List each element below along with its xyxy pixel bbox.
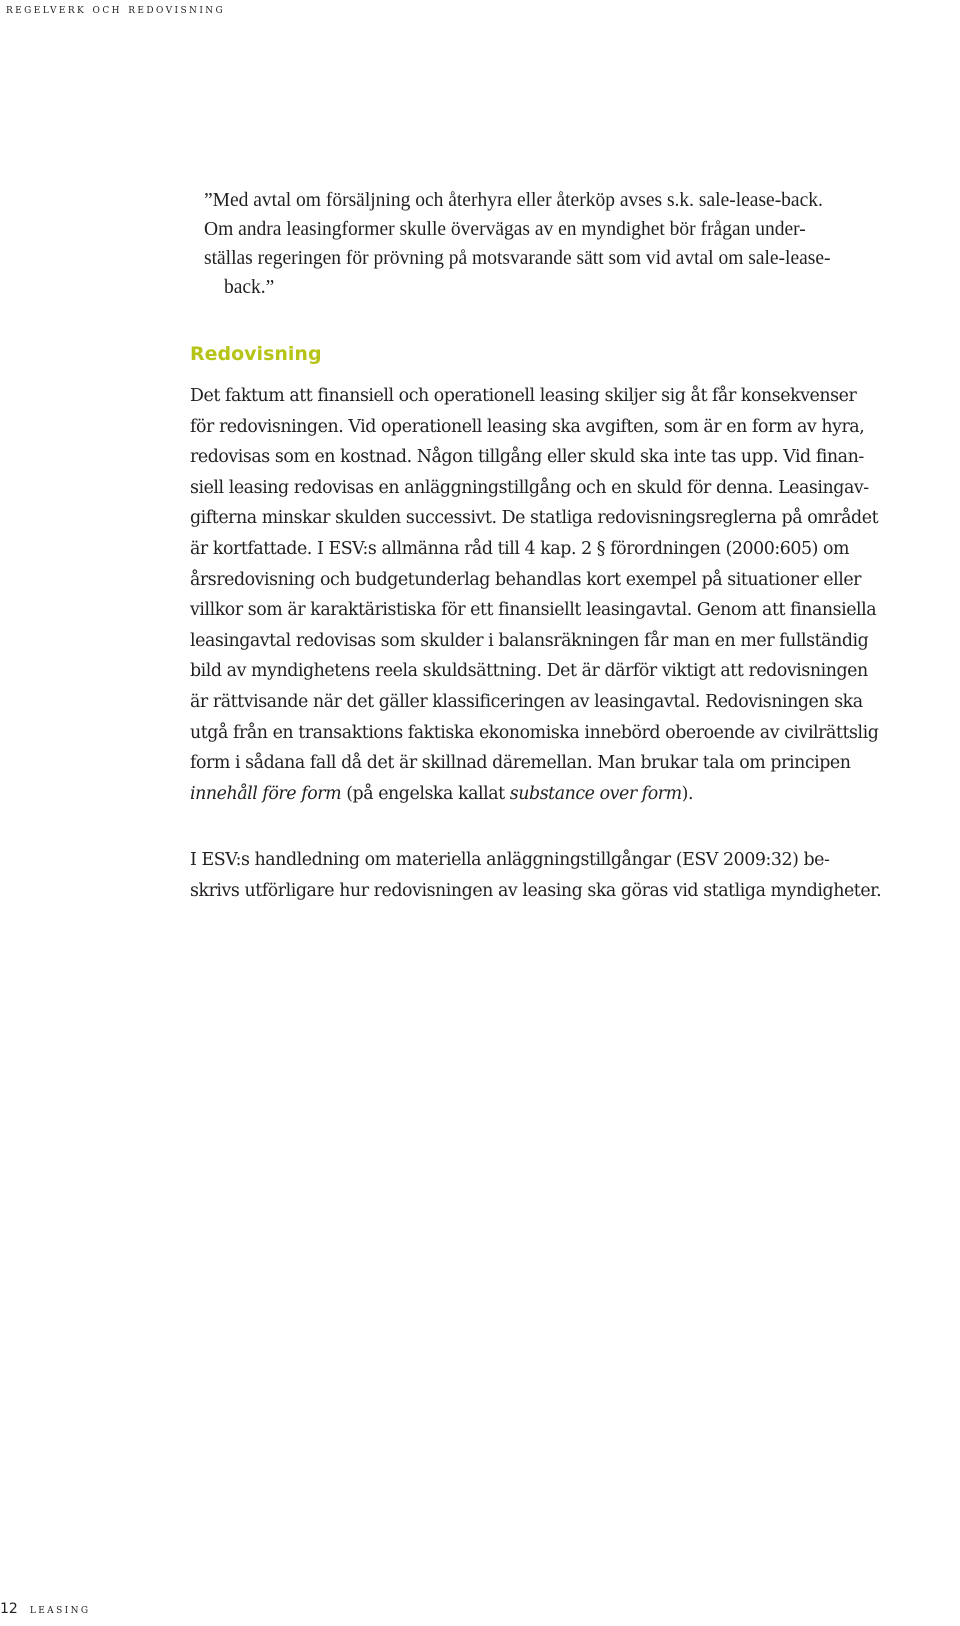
footer-label: leasing [29,1601,91,1616]
paragraph-line: villkor som är karaktäristiska för ett finansiellt leasingavtal. Genom att finansiella [190,600,877,621]
quote-line: ”Med avtal om försäljning och återhyra eller återköp avses s.k. sale-lease-back. [204,190,823,211]
quote-line: ställas regeringen för prövning på motsvarande sätt som vid avtal om sale-lease- [204,248,831,269]
quote-line: Om andra leasingformer skulle övervägas av en myndighet bör frågan under- [204,219,806,240]
quote-line: back.” [224,277,275,298]
section-heading: Redovisning [190,343,322,365]
body-paragraph-1 [190,381,878,809]
paragraph-line: är kortfattade. I ESV:s allmänna råd till 4 kap. 2 § förordningen (2000:605) om [190,538,850,559]
paragraph-line: leasingavtal redovisas som skulder i balansräkningen får man en mer fullständig [190,630,869,651]
quote-block [204,186,954,302]
paragraph-line: är rättvisande när det gäller klassificeringen av leasingavtal. Redovisningen ska [190,691,863,712]
italic-term-content-over-form: innehåll före form [190,783,342,804]
paragraph-line: för redovisningen. Vid operationell leasing ska avgiften, som är en form av hyra, [190,416,865,437]
paragraph-line: Det faktum att finansiell och operationell leasing skiljer sig åt får konsekvenser [190,386,857,406]
paragraph-line: årsredovisning och budgetunderlag behandlas kort exempel på situationer eller [190,569,862,590]
paragraph-line: I ESV:s handledning om materiella anläggningstillgångar (ESV 2009:32) be- [190,850,830,870]
running-header: regelverk och redovisning [6,1,226,16]
italic-term-substance-over-form: substance over form [509,783,682,804]
paragraph-line: form i sådana fall då det är skillnad däremellan. Man brukar tala om principen [190,753,851,774]
paragraph-line: siell leasing redovisas en anläggningstillgång och en skuld för denna. Leasingav- [190,477,869,498]
paragraph-line: skrivs utförligare hur redovisningen av leasing ska göras vid statliga myndigheter. [190,880,882,901]
page-footer [0,1600,90,1618]
body-paragraph-2 [190,845,881,906]
paragraph-line: bild av myndighetens reela skuldsättning. Det är därför viktigt att redovisningen [190,661,868,682]
inline-text: ). [681,783,694,804]
paragraph-line: gifterna minskar skulden successivt. De statliga redovisningsreglerna på området [190,508,879,529]
paragraph-line: utgå från en transaktions faktiska ekonomiska innebörd oberoende av civilrättslig [190,722,879,743]
page-number: 12 [0,1601,18,1617]
paragraph-last-line [190,779,878,810]
paragraph-line: redovisas som en kostnad. Någon tillgång eller skuld ska inte tas upp. Vid finan- [190,447,864,468]
inline-text: (på engelska kallat [341,783,510,804]
